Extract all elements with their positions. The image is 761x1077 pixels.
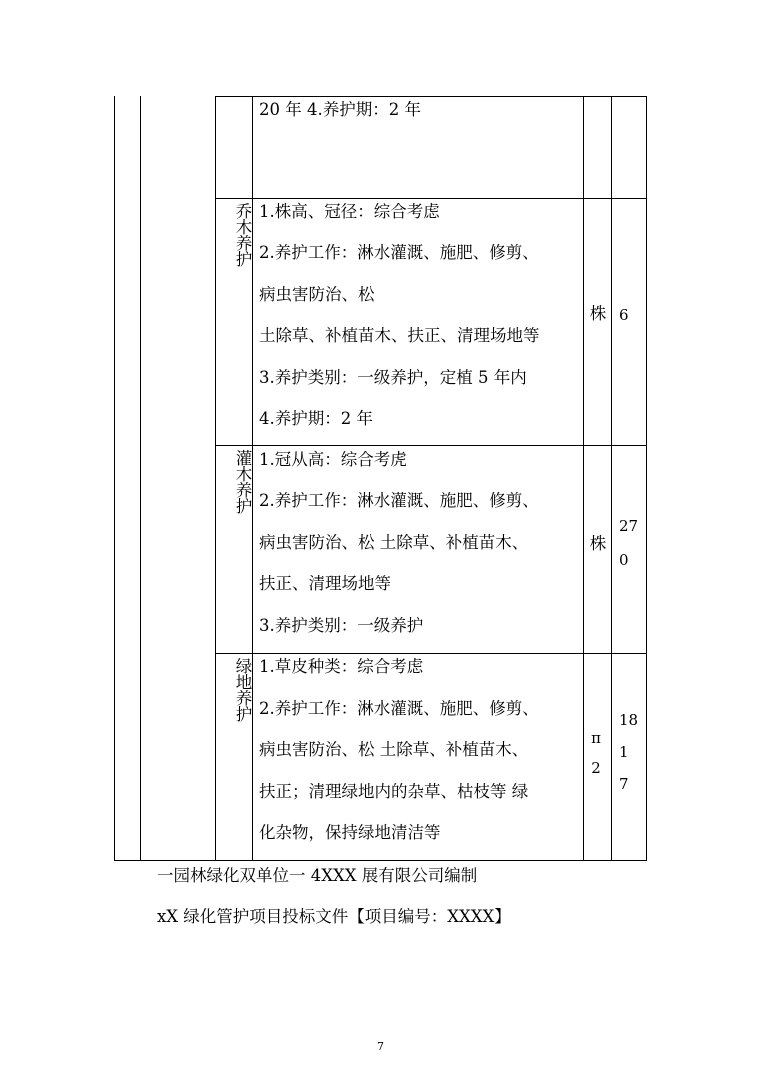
table-col-line-1 (140, 96, 141, 860)
row-2-line-2: 2.养护工作：淋水灌溉、施肥、修剪、 (259, 491, 539, 510)
row-1-line-3: 病虫害防治、松 (259, 285, 375, 304)
row-3-unit-part-1: π (591, 729, 601, 747)
table-bottom-line (114, 860, 647, 861)
row-2-unit: 株 (589, 534, 607, 553)
table-border-left (114, 96, 115, 860)
row-3-unit-part-2: 2 (591, 759, 601, 777)
row-3-quantity-part-1: 18 (619, 711, 639, 729)
row-3-line-1: 1.草皮种类：综合考虑 (259, 657, 424, 676)
row-0-line-1: 20 年 4.养护期：2 年 (259, 100, 421, 119)
row-3-line-5: 化杂物，保持绿地清洁等 (259, 823, 441, 842)
table-top-line (215, 96, 647, 97)
row-3-quantity-part-2: 1 (619, 743, 629, 761)
row-2-quantity-part-1: 27 (619, 517, 639, 535)
row-3-category: 绿地养护 (235, 657, 253, 724)
row-2-quantity-part-2: 0 (619, 551, 629, 569)
table-col-line-5 (611, 96, 612, 860)
row-2-line-5: 3.养护类别：一级养护 (259, 616, 424, 635)
document-title-line: xX 绿化管护项目投标文件【项目编号：XXXX】 (157, 907, 511, 926)
compiler-line: 一园林绿化双单位一 4XXX 展有限公司编制 (157, 866, 478, 885)
row-3-quantity-part-3: 7 (619, 775, 629, 793)
row-1-line-2: 2.养护工作：淋水灌溉、施肥、修剪、 (259, 243, 539, 262)
row-3-line-2: 2.养护工作：淋水灌溉、施肥、修剪、 (259, 699, 539, 718)
row-2-line-1: 1.冠从高：综合考虎 (259, 450, 407, 469)
row-2-line-3: 病虫害防治、松 土除草、补植苗木、 (259, 533, 529, 552)
table-border-right (646, 96, 647, 860)
row-1-quantity: 6 (619, 306, 629, 324)
row-3-line-3: 病虫害防治、松 土除草、补植苗木、 (259, 740, 529, 759)
table-row-line-2 (215, 445, 647, 446)
row-1-line-1: 1.株高、冠径：综合考虑 (259, 202, 440, 221)
table-col-line-2 (215, 96, 216, 860)
row-1-line-6: 4.养护期：2 年 (259, 409, 373, 428)
table-row-line-3 (215, 653, 647, 654)
row-2-line-4: 扶正、清理场地等 (259, 574, 391, 593)
row-3-line-4: 扶正；清理绿地内的杂草、枯枝等 绿 (259, 782, 529, 801)
row-1-unit: 株 (589, 304, 607, 323)
row-2-category: 灌木养护 (235, 449, 253, 516)
row-1-category: 乔木养护 (235, 202, 253, 269)
row-1-line-4: 土除草、补植苗木、扶正、清理场地等 (259, 326, 540, 345)
row-1-line-5: 3.养护类别：一级养护，定植 5 年内 (259, 368, 527, 387)
page-number: 7 (377, 1040, 384, 1053)
table-row-line-1 (215, 198, 647, 199)
